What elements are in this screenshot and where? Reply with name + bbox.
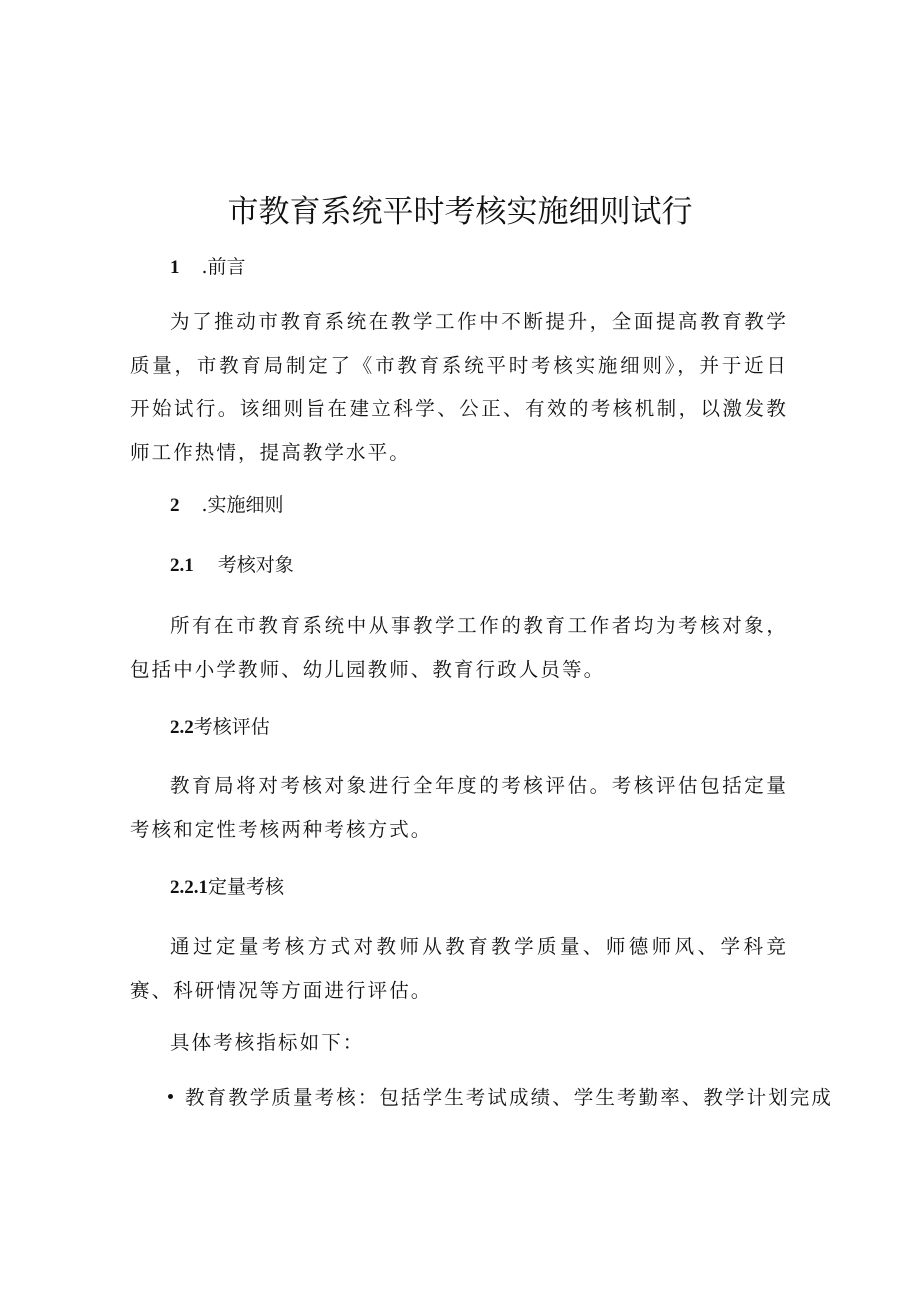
section-label: 考核评估 bbox=[193, 716, 270, 738]
section-label: 考核对象 bbox=[217, 554, 294, 576]
indicators-intro: 具体考核指标如下： bbox=[170, 1031, 365, 1054]
bullet-icon bbox=[168, 1094, 173, 1099]
document-title: 市教育系统平时考核实施细则试行 bbox=[227, 194, 693, 230]
preface-paragraph: 为了推动市教育系统在教学工作中不断提升，全面提高教育教学质量，市教育局制定了《市教育系统平时考核实施细则》，并于近日开始试行。该细则旨在建立科学、公正、有效的考核机制，以激发教师工作热情，提高教学水平。 bbox=[130, 310, 788, 464]
section-label: .实施细则 bbox=[201, 494, 284, 516]
section-heading-2-1 bbox=[170, 551, 294, 580]
section-number: 1 bbox=[170, 257, 180, 278]
section-number: 2.1 bbox=[170, 555, 194, 576]
list-item bbox=[168, 1084, 834, 1112]
section-label: .前言 bbox=[201, 256, 246, 278]
section-number: 2.2.1 bbox=[170, 877, 208, 898]
section-heading-2-2 bbox=[170, 713, 270, 742]
quantitative-assessment-paragraph: 通过定量考核方式对教师从教育教学质量、师德师风、学科竞赛、科研情况等方面进行评估。 bbox=[130, 935, 788, 1002]
section-heading-2 bbox=[170, 491, 284, 520]
section-heading-2-2-1 bbox=[170, 873, 284, 902]
section-number: 2.2 bbox=[170, 717, 194, 738]
assessment-target-paragraph: 所有在市教育系统中从事教学工作的教育工作者均为考核对象，包括中小学教师、幼儿园教师、教育行政人员等。 bbox=[130, 614, 788, 681]
section-label: 定量考核 bbox=[208, 876, 285, 898]
assessment-evaluation-paragraph: 教育局将对考核对象进行全年度的考核评估。考核评估包括定量考核和定性考核两种考核方式。 bbox=[130, 774, 788, 841]
section-heading-1 bbox=[170, 253, 246, 282]
section-number: 2 bbox=[170, 495, 180, 516]
list-item-text: 教育教学质量考核：包括学生考试成绩、学生考勤率、教学计划完成 bbox=[185, 1086, 834, 1109]
